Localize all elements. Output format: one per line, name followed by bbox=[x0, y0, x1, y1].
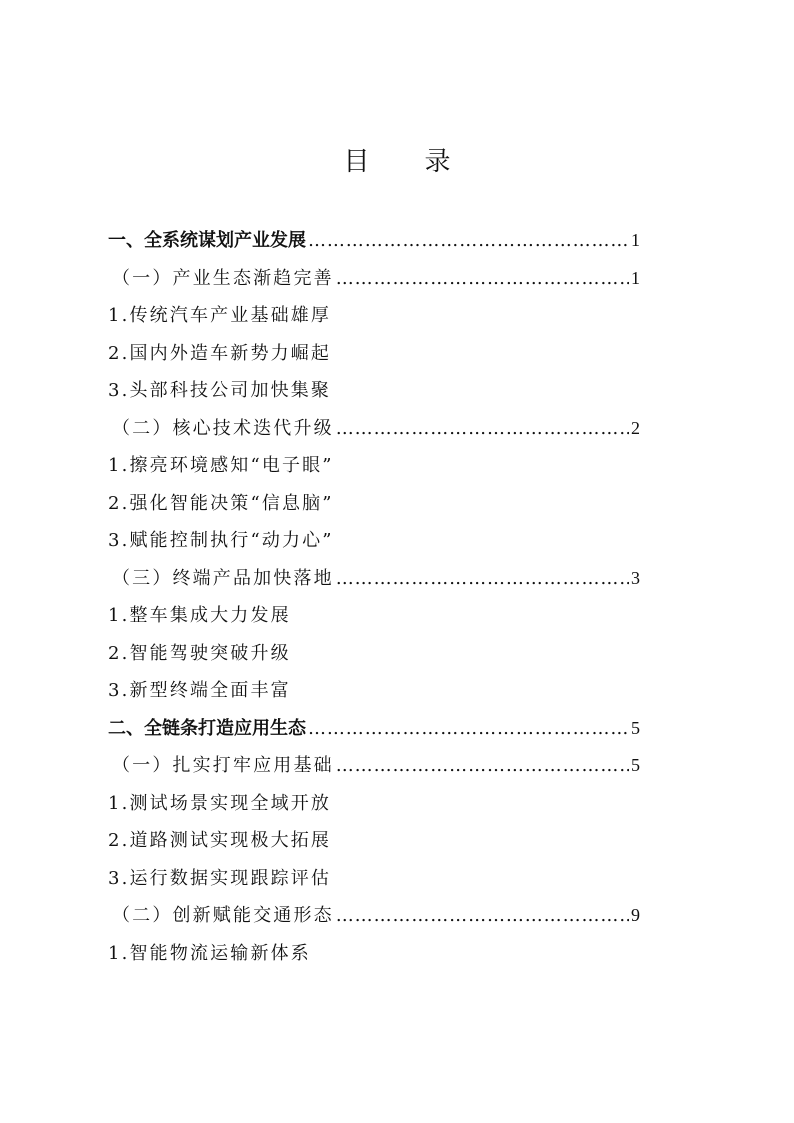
toc-title: 目 录 bbox=[343, 147, 474, 177]
toc-entry-text: （二）创新赋能交通形态 bbox=[112, 905, 334, 926]
toc-entry bbox=[108, 860, 640, 898]
toc-entry bbox=[108, 785, 640, 823]
toc-entry bbox=[108, 672, 640, 710]
toc-entry-text: 1.测试场景实现全域开放 bbox=[108, 792, 332, 814]
toc-entry bbox=[108, 560, 640, 598]
table-of-contents bbox=[108, 222, 640, 972]
toc-entry-text: （一）扎实打牢应用基础 bbox=[112, 755, 334, 776]
toc-entry-text: 2.国内外造车新势力崛起 bbox=[108, 342, 332, 364]
toc-dot-leader bbox=[336, 897, 629, 935]
toc-entry-text: 2.道路测试实现极大拓展 bbox=[108, 830, 332, 851]
toc-entry bbox=[108, 822, 640, 860]
toc-dot-leader bbox=[308, 710, 629, 748]
toc-entry-text: 1.传统汽车产业基础雄厚 bbox=[108, 305, 332, 326]
toc-entry-text: 3.新型终端全面丰富 bbox=[108, 680, 291, 701]
toc-entry-text: （一）产业生态渐趋完善 bbox=[112, 267, 334, 289]
toc-entry bbox=[108, 710, 640, 748]
toc-entry-text: 3.赋能控制执行“动力心” bbox=[108, 530, 334, 551]
toc-entry-text: 1.智能物流运输新体系 bbox=[108, 942, 311, 964]
toc-page-number: 5 bbox=[631, 717, 640, 738]
toc-entry bbox=[108, 410, 640, 448]
toc-entry-text: （二）核心技术迭代升级 bbox=[112, 417, 334, 439]
toc-entry bbox=[108, 597, 640, 635]
toc-entry-text: 3.运行数据实现跟踪评估 bbox=[108, 867, 332, 889]
toc-entry bbox=[108, 335, 640, 373]
toc-entry-text: 1.整车集成大力发展 bbox=[108, 605, 291, 626]
toc-entry-text: 一、全系统谋划产业发展 bbox=[108, 230, 306, 251]
toc-entry-text: 2.智能驾驶突破升级 bbox=[108, 642, 291, 664]
toc-entry bbox=[108, 485, 640, 523]
toc-dot-leader bbox=[336, 560, 629, 598]
toc-entry bbox=[108, 935, 640, 973]
toc-page-number: 2 bbox=[631, 417, 640, 438]
toc-entry-text: 3.头部科技公司加快集聚 bbox=[108, 380, 332, 401]
toc-page-number: 1 bbox=[631, 230, 640, 250]
toc-entry bbox=[108, 447, 640, 485]
toc-dot-leader bbox=[336, 410, 629, 448]
toc-entry-text: 二、全链条打造应用生态 bbox=[108, 717, 306, 739]
toc-entry bbox=[108, 897, 640, 935]
toc-entry bbox=[108, 635, 640, 673]
toc-page-number: 3 bbox=[631, 567, 640, 588]
toc-entry-text: 2.强化智能决策“信息脑” bbox=[108, 492, 334, 514]
toc-entry bbox=[108, 260, 640, 298]
toc-page-number: 5 bbox=[631, 755, 640, 775]
toc-entry-text: （三）终端产品加快落地 bbox=[112, 567, 334, 589]
toc-entry bbox=[108, 222, 640, 260]
toc-page-number: 1 bbox=[631, 267, 640, 288]
toc-dot-leader bbox=[336, 260, 629, 298]
toc-entry bbox=[108, 522, 640, 560]
toc-entry-text: 1.擦亮环境感知“电子眼” bbox=[108, 455, 334, 476]
toc-entry bbox=[108, 297, 640, 335]
toc-dot-leader bbox=[308, 222, 629, 260]
toc-entry bbox=[108, 747, 640, 785]
toc-page-number: 9 bbox=[631, 905, 640, 925]
toc-dot-leader bbox=[336, 747, 629, 785]
toc-entry bbox=[108, 372, 640, 410]
